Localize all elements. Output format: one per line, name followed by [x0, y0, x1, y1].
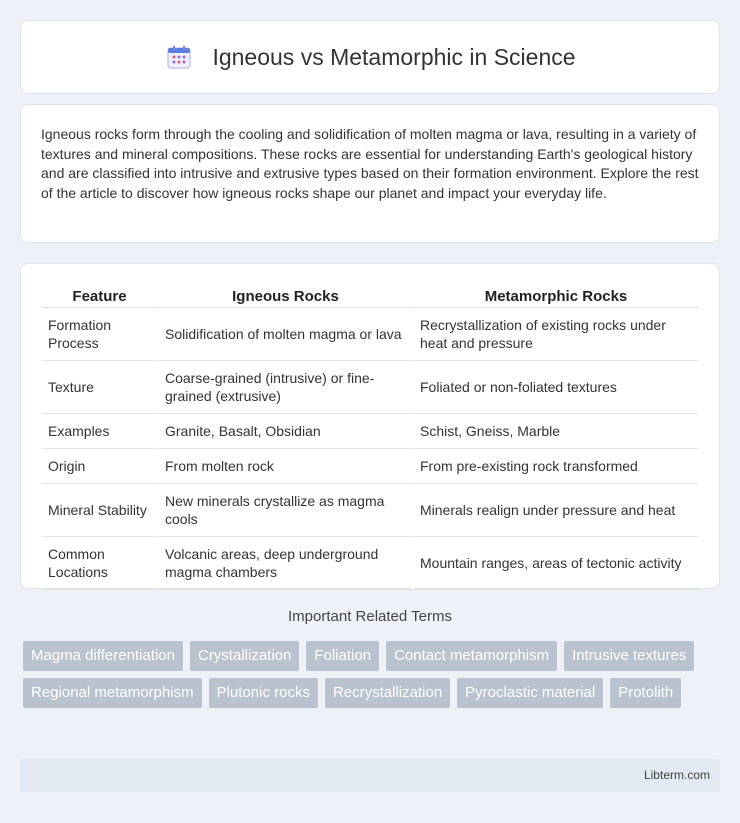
related-term-tag[interactable]: Contact metamorphism — [386, 641, 557, 671]
page-footer — [20, 759, 720, 792]
table-row — [42, 308, 698, 361]
header-igneous: Igneous Rocks — [157, 286, 412, 308]
footer-site-link[interactable]: Libterm.com — [643, 768, 710, 782]
related-term-tag[interactable]: Crystallization — [190, 641, 299, 671]
cell-igneous: From molten rock — [157, 449, 412, 484]
related-terms-list — [23, 641, 723, 708]
cell-igneous: Granite, Basalt, Obsidian — [157, 414, 412, 449]
table-row — [42, 537, 698, 590]
cell-metamorphic: From pre-existing rock transformed — [412, 449, 698, 484]
cell-metamorphic: Schist, Gneiss, Marble — [412, 414, 698, 449]
table-header-row — [42, 286, 698, 308]
related-term-tag[interactable]: Foliation — [306, 641, 379, 671]
cell-metamorphic: Minerals realign under pressure and heat — [412, 484, 698, 537]
related-term-tag[interactable]: Plutonic rocks — [209, 678, 318, 708]
comparison-card — [20, 263, 720, 589]
cell-igneous: New minerals crystallize as magma cools — [157, 484, 412, 537]
cell-feature: Origin — [42, 449, 157, 484]
related-term-tag[interactable]: Protolith — [610, 678, 681, 708]
comparison-table — [42, 286, 698, 590]
related-term-tag[interactable]: Magma differentiation — [23, 641, 183, 671]
page-header — [20, 20, 720, 94]
cell-feature: Mineral Stability — [42, 484, 157, 537]
cell-igneous: Solidification of molten magma or lava — [157, 308, 412, 361]
cell-metamorphic: Foliated or non-foliated textures — [412, 361, 698, 414]
cell-metamorphic: Recrystallization of existing rocks under heat and pressure — [412, 308, 698, 361]
related-term-tag[interactable]: Recrystallization — [325, 678, 450, 708]
cell-igneous: Volcanic areas, deep underground magma chambers — [157, 537, 412, 590]
cell-feature: Common Locations — [42, 537, 157, 590]
intro-paragraph: Igneous rocks form through the cooling and solidification of molten magma or lava, resulting in a variety of textures and mineral compositions. These rocks are essential for understanding Earth's geological history and are classified into intrusive and extrusive types based on their formation environment. Explore the rest of the article to discover how igneous rocks shape our planet and impact your everyday life. — [41, 126, 699, 201]
related-terms-heading: Important Related Terms — [288, 608, 452, 625]
intro-card — [20, 104, 720, 243]
table-row — [42, 449, 698, 484]
cell-metamorphic: Mountain ranges, areas of tectonic activity — [412, 537, 698, 590]
cell-igneous: Coarse-grained (intrusive) or fine-grained (extrusive) — [157, 361, 412, 414]
cell-feature: Formation Process — [42, 308, 157, 361]
related-term-tag[interactable]: Intrusive textures — [564, 641, 694, 671]
related-term-tag[interactable]: Pyroclastic material — [457, 678, 603, 708]
cell-feature: Texture — [42, 361, 157, 414]
page-title: Igneous vs Metamorphic in Science — [212, 43, 576, 70]
header-feature: Feature — [42, 286, 157, 308]
table-row — [42, 361, 698, 414]
table-row — [42, 414, 698, 449]
table-row — [42, 484, 698, 537]
header-metamorphic: Metamorphic Rocks — [412, 286, 698, 308]
cell-feature: Examples — [42, 414, 157, 449]
related-term-tag[interactable]: Regional metamorphism — [23, 678, 202, 708]
calendar-icon — [164, 42, 194, 72]
